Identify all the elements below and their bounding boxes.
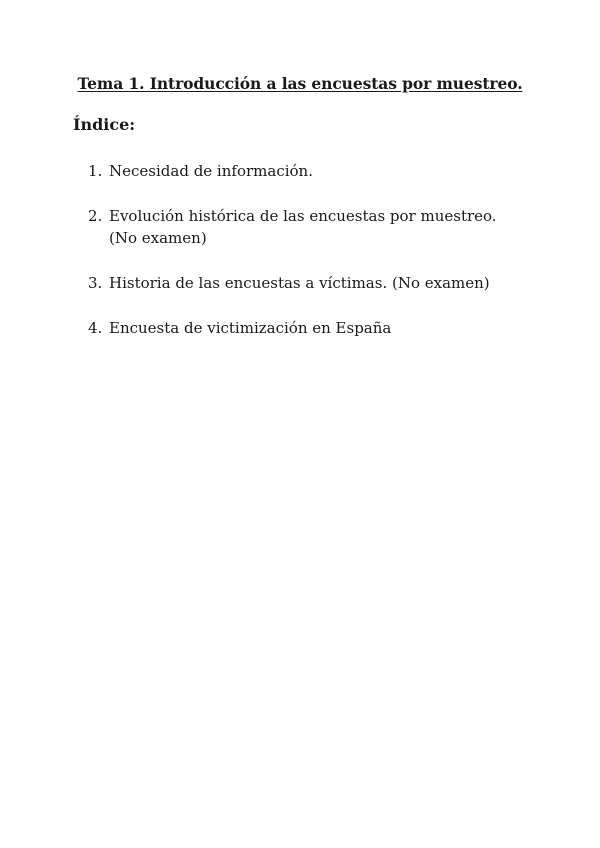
toc-item-number: 2.: [88, 207, 103, 225]
toc-item-text: Necesidad de información.: [109, 162, 313, 180]
toc-item-2: [88, 205, 508, 249]
toc-item-4: [88, 317, 508, 339]
toc-item-text: Historia de las encuestas a víctimas. (No examen): [109, 274, 490, 292]
toc-item-text: Encuesta de victimización en España: [109, 319, 392, 337]
toc-item-text: Evolución histórica de las encuestas por muestreo. (No examen): [109, 207, 497, 247]
toc-item-1: [88, 160, 508, 182]
table-of-contents: [88, 160, 508, 362]
toc-item-number: 3.: [88, 274, 103, 292]
toc-item-number: 1.: [88, 162, 103, 180]
toc-item-number: 4.: [88, 319, 103, 337]
index-heading: Índice:: [73, 115, 136, 134]
toc-item-3: [88, 272, 508, 294]
document-title: Tema 1. Introducción a las encuestas por muestreo.: [77, 74, 523, 93]
